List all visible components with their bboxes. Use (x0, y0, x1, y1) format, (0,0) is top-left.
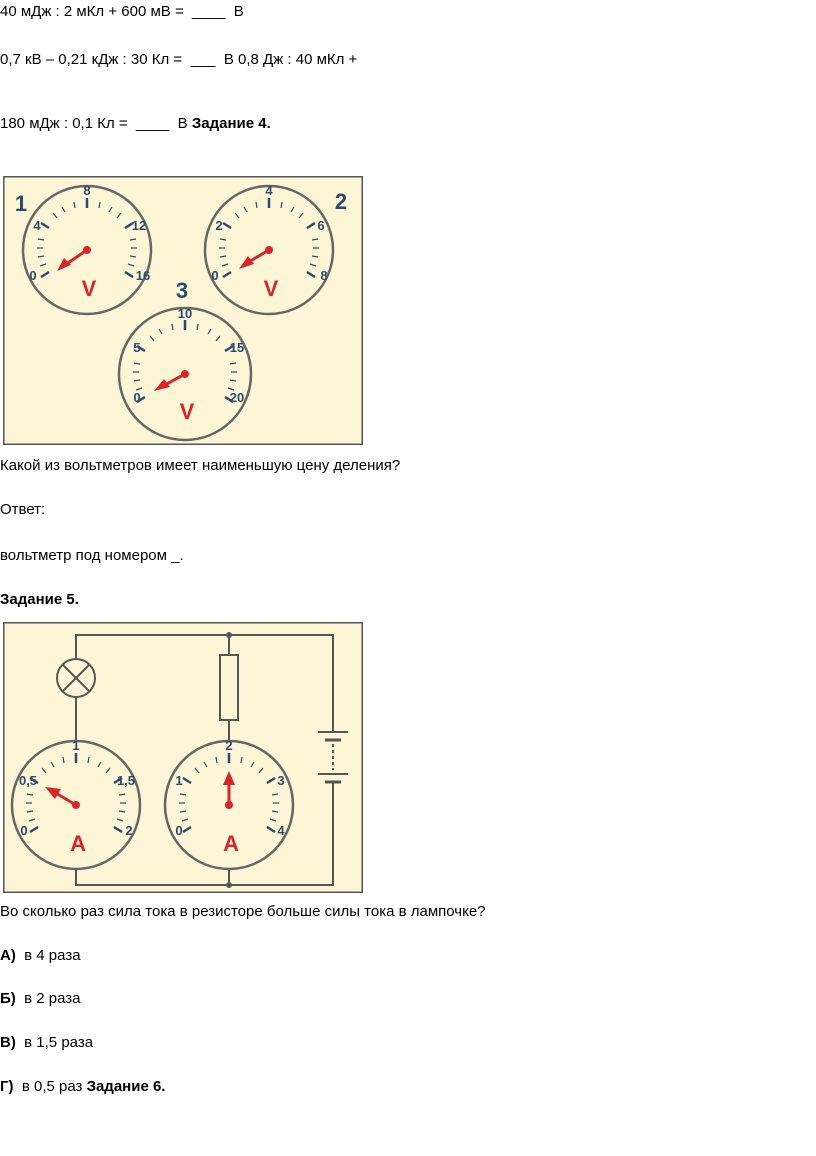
voltmeter-3-number: 3 (175, 278, 189, 303)
voltmeter-2-tick-2: 4 (265, 183, 273, 198)
voltmeter-1-tick-0: 0 (29, 268, 37, 283)
circuit-figure (3, 622, 363, 893)
voltmeter-2-tick-4: 8 (320, 268, 328, 283)
voltmeter-3-tick-0: 0 (133, 390, 141, 405)
option-g-letter: Г) (0, 1078, 14, 1095)
equation-line-2: 0,7 кВ – 0,21 кДж : 30 Кл = ___ В 0,8 Дж : 40 мКл + (0, 51, 358, 68)
answer-label: Ответ: (0, 501, 46, 518)
voltmeters-figure (3, 176, 363, 445)
voltmeter-2-number: 2 (334, 189, 348, 214)
voltmeter-1-tick-4: 16 (135, 268, 151, 283)
option-a-text: в 4 раза (15, 947, 81, 964)
ammeter-1-unit: A (70, 831, 86, 856)
ammeter-2-tick-1: 1 (175, 773, 183, 788)
ammeter-1-tick-3: 1,5 (116, 773, 136, 788)
ammeter-1-tick-0: 0 (20, 823, 28, 838)
option-b-text: в 2 раза (15, 990, 81, 1007)
ammeter-2-tick-4: 4 (277, 823, 285, 838)
voltmeter-3-unit: V (179, 399, 195, 424)
voltmeter-3 (119, 306, 251, 440)
option-b (0, 989, 81, 1009)
ammeter-2-tick-2: 2 (225, 738, 233, 753)
option-v (0, 1033, 93, 1053)
option-g-text: в 0,5 раз (13, 1078, 87, 1095)
ammeter-1-tick-1: 0,5 (18, 773, 38, 788)
task-6-heading: Задание 6. (86, 1078, 166, 1095)
voltmeter-1-unit: V (81, 276, 97, 301)
voltmeter-3-tick-1: 5 (133, 340, 141, 355)
ammeter-1-tick-2: 1 (72, 738, 80, 753)
voltmeter-2-tick-3: 6 (317, 218, 325, 233)
equation-line-3 (0, 114, 271, 134)
option-v-text: в 1,5 раза (15, 1034, 94, 1051)
answer-text: вольтметр под номером _. (0, 547, 184, 564)
voltmeter-2-tick-0: 0 (211, 268, 219, 283)
equation-line-1: 40 мДж : 2 мКл + 600 мВ = ____ В (0, 3, 244, 20)
voltmeter-1 (23, 183, 151, 314)
equation-line-3-text: 180 мДж : 0,1 Кл = ____ В (0, 115, 192, 132)
voltmeter-3-tick-3: 15 (229, 340, 245, 355)
ammeter-1 (12, 738, 140, 869)
task-5-heading: Задание 5. (0, 591, 79, 608)
option-a-letter: А) (0, 947, 16, 964)
option-g (0, 1077, 165, 1097)
voltmeter-2-tick-1: 2 (215, 218, 223, 233)
voltmeter-1-number: 1 (14, 191, 28, 216)
resistor (220, 655, 238, 720)
voltmeter-1-tick-2: 8 (83, 183, 91, 198)
lamp (57, 659, 95, 697)
voltmeter-3-tick-2: 10 (177, 306, 193, 321)
task-4-heading: Задание 4. (191, 115, 271, 132)
question-5: Во сколько раз сила тока в резисторе больше силы тока в лампочке? (0, 903, 486, 920)
ammeter-2-tick-3: 3 (277, 773, 285, 788)
ammeter-1-tick-4: 2 (125, 823, 133, 838)
option-b-letter: Б) (0, 990, 16, 1007)
voltmeter-3-tick-4: 20 (229, 390, 245, 405)
ammeter-2-tick-0: 0 (175, 823, 183, 838)
ammeter-2-unit: A (223, 831, 239, 856)
option-a (0, 946, 81, 966)
voltmeter-2-unit: V (263, 276, 279, 301)
option-v-letter: В) (0, 1034, 16, 1051)
question-4: Какой из вольтметров имеет наименьшую цену деления? (0, 457, 401, 474)
voltmeter-1-tick-3: 12 (131, 218, 147, 233)
voltmeter-2 (205, 183, 333, 314)
voltmeter-1-tick-1: 4 (33, 218, 41, 233)
ammeter-2 (165, 738, 293, 869)
